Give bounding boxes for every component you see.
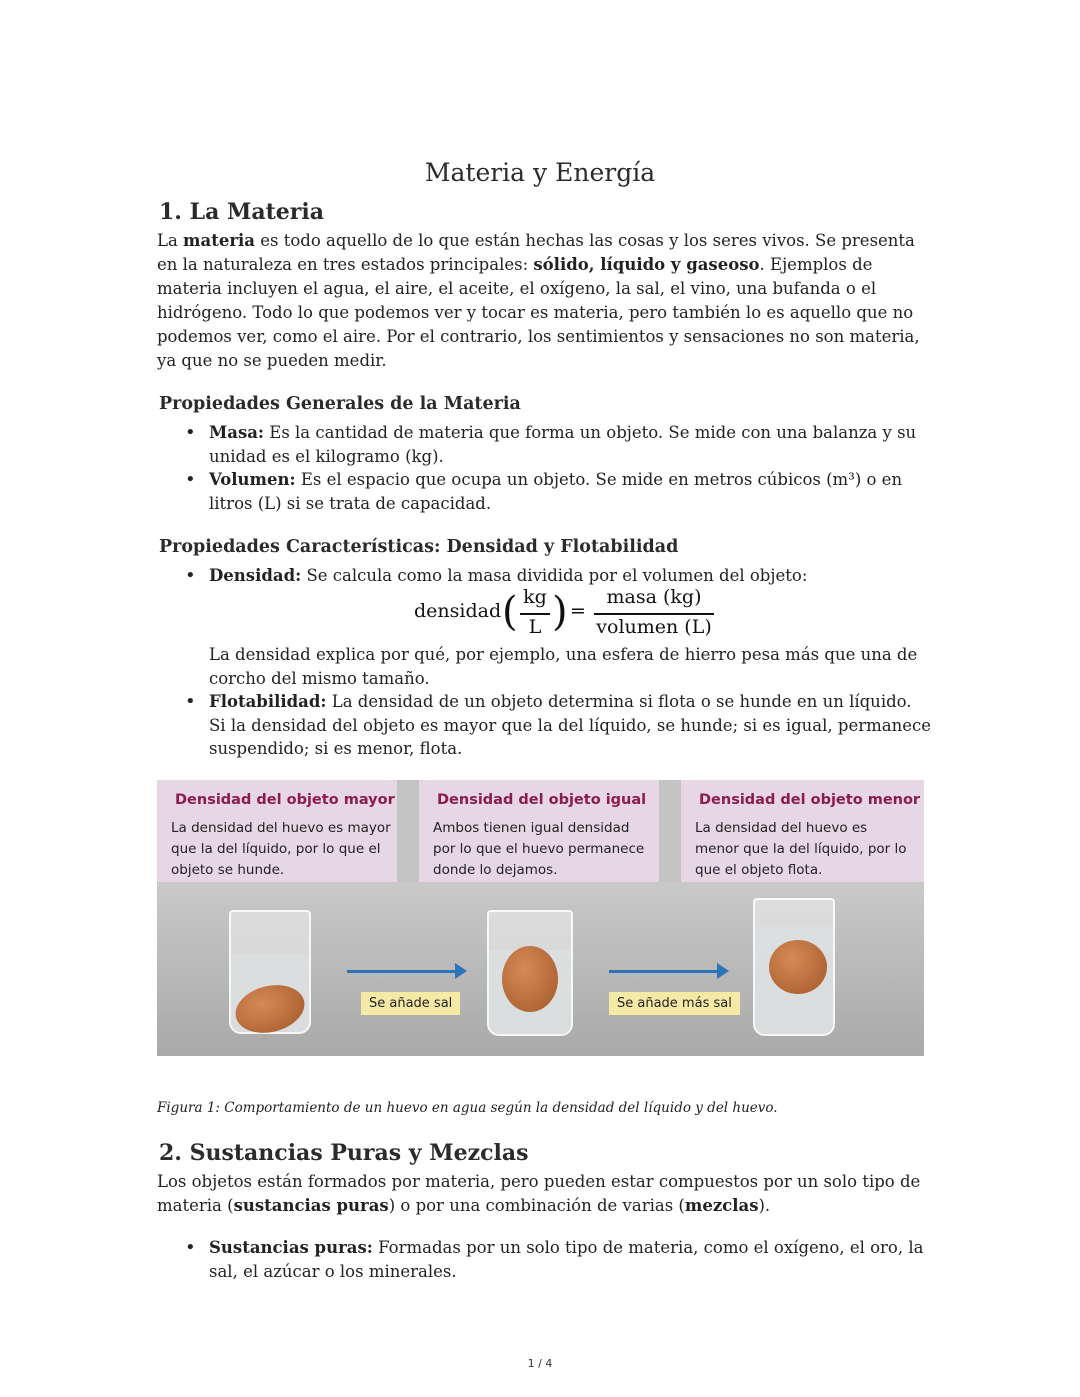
panel-greater — [157, 780, 397, 882]
general-properties-heading: Propiedades Generales de la Materia — [159, 394, 521, 414]
glass-1 — [229, 910, 311, 1034]
panel-divider — [659, 780, 681, 882]
egg-suspended — [502, 946, 558, 1012]
formula-paren-left: ( — [502, 589, 518, 635]
list-item: • Flotabilidad: La densidad de un objeto determina si flota o se hunde en un líquido. Si la densidad del objeto es mayor que la del líquido, se hunde; si es igual, permanece suspendido; si es menor, flota. — [157, 690, 932, 761]
list-item: • Masa: Es la cantidad de materia que forma un objeto. Se mide con una balanza y su unidad es el kilogramo (kg). — [157, 421, 932, 468]
panel-equal — [419, 780, 659, 882]
formula-unit-den: L — [528, 616, 542, 638]
panel-title: Densidad del objeto igual — [437, 792, 647, 808]
density-formula — [414, 586, 724, 644]
density-list — [157, 564, 932, 588]
characteristic-properties-heading: Propiedades Características: Densidad y Flotabilidad — [159, 537, 679, 557]
list-item: • Densidad: Se calcula como la masa dividida por el volumen del objeto: — [157, 564, 932, 588]
panel-text: Ambos tienen igual densidad por lo que el huevo permanece donde lo dejamos. — [433, 820, 645, 878]
tag-add-more-salt: Se añade más sal — [609, 992, 740, 1015]
egg-floating — [769, 940, 827, 994]
general-properties-list — [157, 421, 932, 515]
panel-divider — [397, 780, 419, 882]
list-item: • Sustancias puras: Formadas por un solo tipo de materia, como el oxígeno, el oro, la sal, el azúcar o los minerales. — [157, 1236, 932, 1283]
sustancias-list — [157, 1236, 932, 1283]
arrow-right-icon — [347, 970, 459, 973]
arrow-right-icon — [609, 970, 721, 973]
formula-unit-num: kg — [523, 586, 547, 608]
formula-rhs-bar — [594, 613, 714, 615]
formula-paren-right: ) — [552, 589, 568, 635]
glasses-photo — [157, 882, 924, 1056]
tag-add-salt: Se añade sal — [361, 992, 460, 1015]
egg-density-figure — [157, 780, 924, 1056]
figure-caption: Figura 1: Comportamiento de un huevo en agua según la densidad del líquido y del huevo. — [157, 1100, 778, 1116]
panel-title: Densidad del objeto menor — [699, 792, 921, 808]
page-title: Materia y Energía — [424, 158, 656, 187]
glass-2 — [487, 910, 573, 1036]
section-heading-materia: 1. La Materia — [159, 199, 324, 225]
panel-title: Densidad del objeto mayor — [175, 792, 395, 808]
list-item: • Volumen: Es el espacio que ocupa un objeto. Se mide en metros cúbicos (m³) o en litros (L) si se trata de capacidad. — [157, 468, 932, 515]
density-explanation: La densidad explica por qué, por ejemplo, una esfera de hierro pesa más que una de corcho del mismo tamaño. — [209, 645, 918, 688]
float-list — [157, 690, 932, 761]
sustancias-paragraph: Los objetos están formados por materia, pero pueden estar compuestos por un solo tipo de materia (sustancias puras) o por una combinación de varias (mezclas). — [157, 1172, 921, 1215]
panel-text: La densidad del huevo es menor que la del líquido, por lo que el objeto flota. — [695, 820, 907, 878]
section-heading-sustancias: 2. Sustancias Puras y Mezclas — [159, 1140, 529, 1166]
formula-rhs-den: volumen (L) — [596, 616, 712, 638]
materia-paragraph: La materia es todo aquello de lo que están hechas las cosas y los seres vivos. Se presenta en la naturaleza en tres estados principales: sólido, líquido y gaseoso. Ejemplos de materia incluyen el agua, el aire, el aceite, el oxígeno, la sal, el vino, una bufanda o el hidrógeno. Todo lo que podemos ver y tocar es materia, pero también lo es aquello que no podemos ver, como el aire. Por el contrario, los sentimientos y sensaciones no son materia, ya que no se pueden medir. — [157, 231, 920, 370]
formula-unit-bar — [520, 613, 550, 615]
formula-equals: = — [570, 600, 586, 622]
page-number: 1 / 4 — [527, 1357, 553, 1370]
formula-lhs: densidad — [414, 600, 502, 622]
panel-text: La densidad del huevo es mayor que la del líquido, por lo que el objeto se hunde. — [171, 820, 391, 878]
glass-3 — [753, 898, 835, 1036]
formula-rhs-num: masa (kg) — [606, 586, 702, 608]
panel-less — [681, 780, 924, 882]
